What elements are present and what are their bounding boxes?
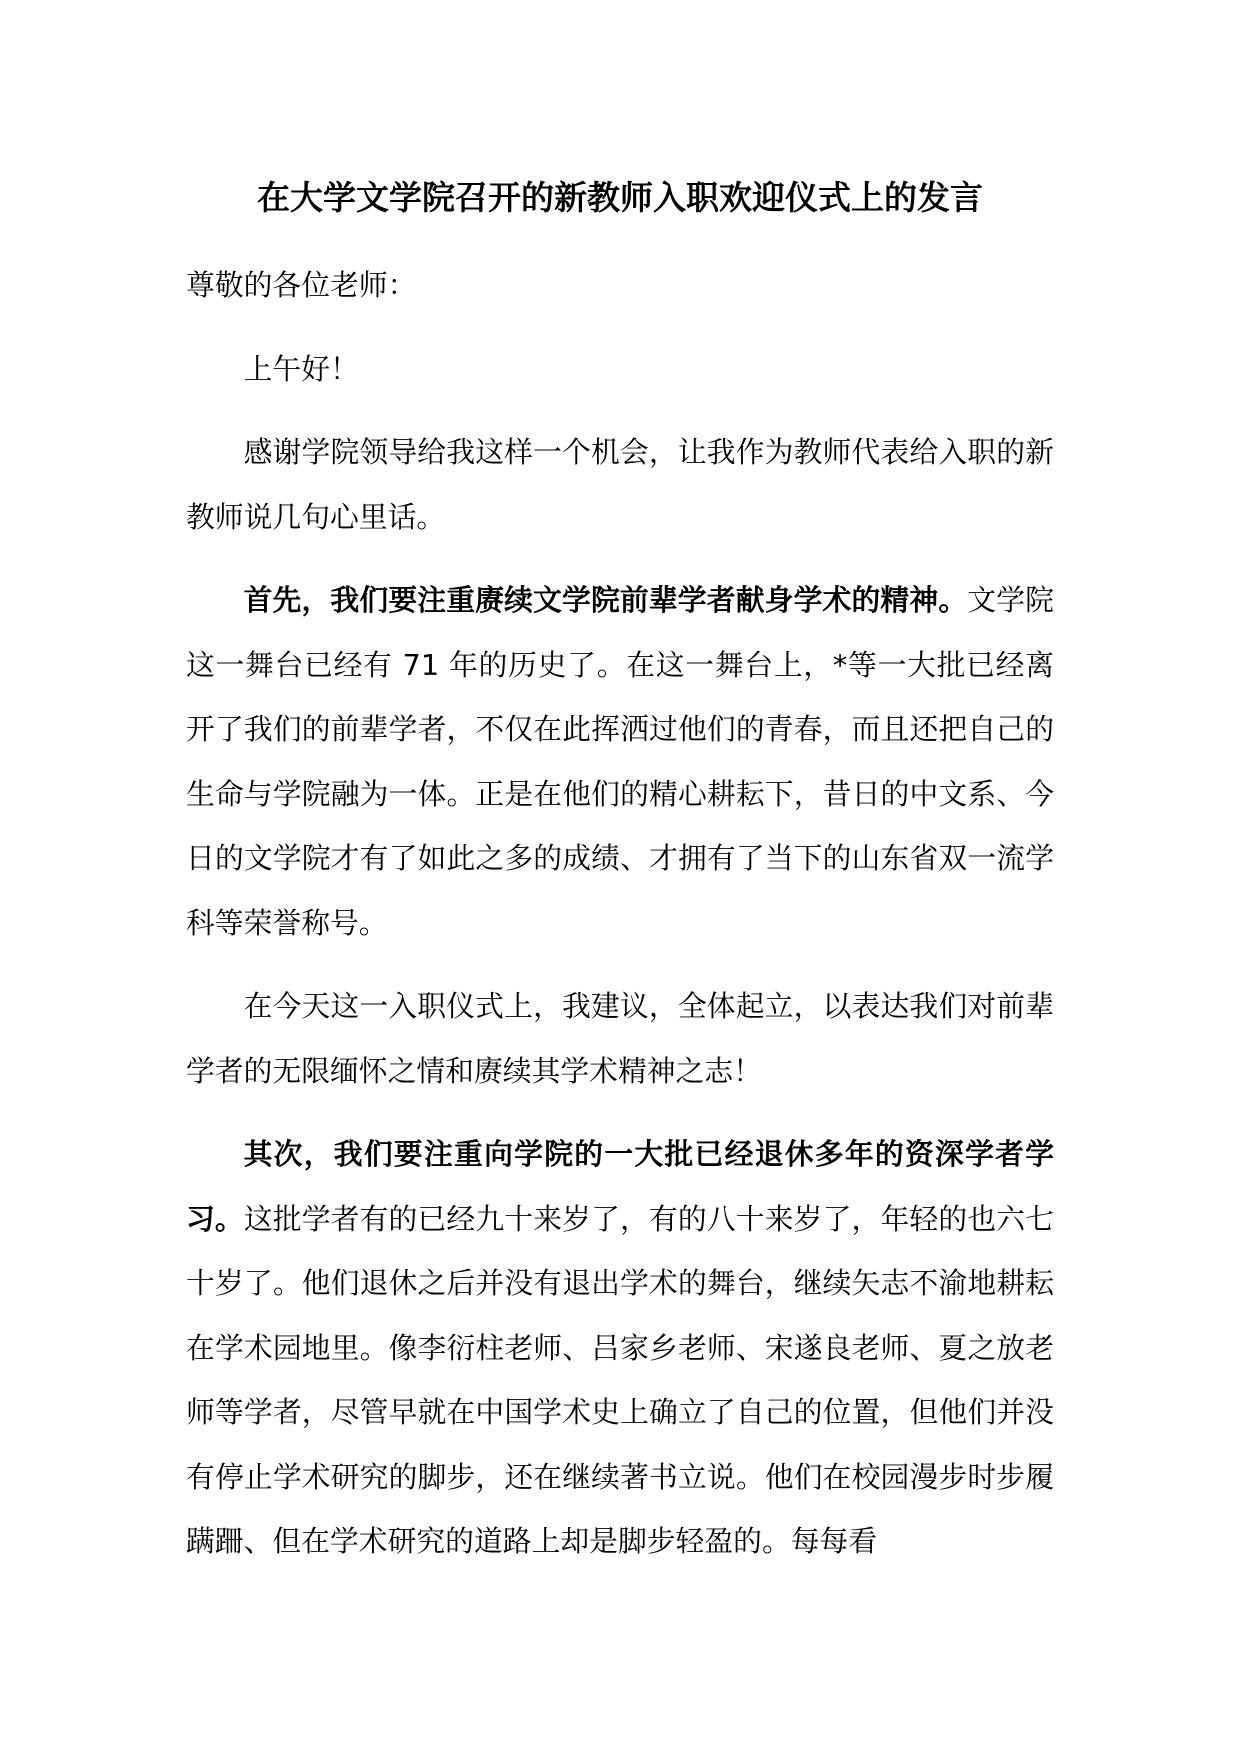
document-title: 在大学文学院召开的新教师入职欢迎仪式上的发言 <box>257 178 983 217</box>
paragraph-text: 在今天这一入职仪式上，我建议，全体起立，以表达我们对前辈学者的无限缅怀之情和赓续其学术精神之志！ <box>186 989 1054 1088</box>
paragraph-thanks <box>186 420 1054 549</box>
paragraph-text: 感谢学院领导给我这样一个机会，让我作为教师代表给入职的新教师说几句心里话。 <box>186 435 1054 534</box>
paragraph-text: 这批学者有的已经九十来岁了，有的八十来岁了，年轻的也六七十岁了。他们退休之后并没有退出学术的舞台，继续矢志不渝地耕耘在学术园地里。像李衍柱老师、吕家乡老师、宋遂良老师、夏之放老师等学者，尽管早就在中国学术史上确立了自己的位置，但他们并没有停止学术研究的脚步，还在继续著书立说。他们在校园漫步时步履蹒跚、但在学术研究的道路上却是脚步轻盈的。每每看 <box>186 1201 1054 1558</box>
paragraph-second-point <box>186 1122 1054 1574</box>
greeting: 上午好！ <box>243 351 359 386</box>
paragraph-proposal <box>186 974 1054 1103</box>
document-body <box>186 253 1054 1574</box>
paragraph-text: 文学院这一舞台已经有 71 年的历史了。在这一舞台上，*等一大批已经离开了我们的前辈学者，不仅在此挥洒过他们的青春，而且还把自己的生命与学院融为一体。正是在他们的精心耕耘下，昔日的中文系、今日的文学院才有了如此之多的成绩、才拥有了当下的山东省双一流学科等荣誉称号。 <box>186 583 1054 940</box>
paragraph-lead: 其次，我们要注重向学院的一大批已经退休多年的资深学者学习。 <box>186 1137 1054 1236</box>
paragraph-lead: 首先，我们要注重赓续文学院前辈学者献身学术的精神。 <box>243 583 968 617</box>
salutation: 尊敬的各位老师： <box>186 268 417 302</box>
paragraph-first-point <box>186 568 1054 955</box>
